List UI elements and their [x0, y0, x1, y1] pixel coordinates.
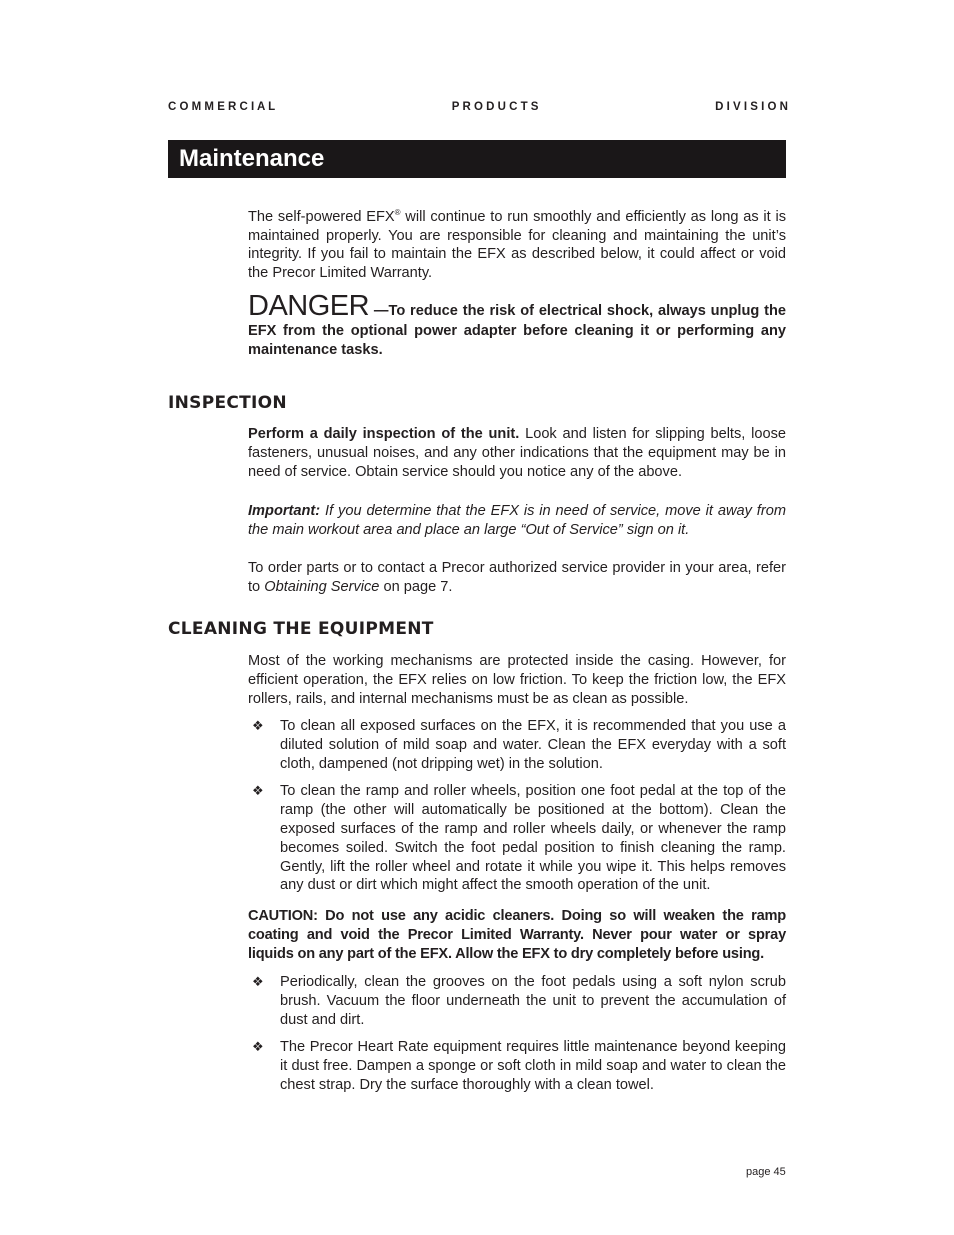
header-commercial: C O M M E R C I A L	[168, 101, 276, 113]
inspection-heading: INSPECTION	[168, 393, 287, 413]
intro-paragraph: The self-powered EFX® will continue to run smoothly and efficiently as long as it is maintained properly. You are responsible for cleaning and maintaining the unit’s integrity. If you fail to maintain the EFX as described below, it could affect or void the Precor Limited Warranty.	[248, 208, 786, 282]
danger-text: —To reduce the risk of electrical shock, always unplug the EFX from the optional power adapter before cleaning it or performing any maintenance tasks.	[248, 303, 786, 358]
running-header	[168, 101, 788, 113]
obtaining-service-reference: Obtaining Service	[264, 578, 380, 595]
cleaning-heading: CLEANING THE EQUIPMENT	[168, 619, 434, 639]
registered-mark: ®	[394, 208, 401, 217]
list-item: ❖ To clean all exposed surfaces on the EFX, it is recommended that you use a diluted solution of mild soap and water. Clean the EFX everyday with a soft cloth, dampened (not dripping wet) in the solution.	[252, 718, 786, 772]
caution-notice: CAUTION: Do not use any acidic cleaners. Doing so will weaken the ramp coating and void the Precor Limited Warranty. Never pour water or spray liquids on any part of the EFX. Allow the EFX to dry completely before using.	[248, 908, 786, 962]
header-products: P R O D U C T S	[451, 101, 539, 113]
page-title: Maintenance	[179, 145, 325, 172]
cleaning-bullets-1	[248, 717, 786, 904]
header-division: D I V I S I O N	[715, 101, 788, 113]
diamond-bullet-icon: ❖	[252, 974, 264, 989]
important-note: Important: If you determine that the EFX is in need of service, move it away from the main workout area and place an large “Out of Service” sign on it.	[248, 503, 786, 538]
inspection-paragraph-1: Perform a daily inspection of the unit. Look and listen for slipping belts, loose fasteners, unusual noises, and any other indications that the equipment may be in need of service. Obtain service should you notice any of the above.	[248, 426, 786, 480]
list-item: ❖ To clean the ramp and roller wheels, position one foot pedal at the top of the ramp (the other will automatically be positioned at the bottom). Clean the exposed surfaces of the ramp and roller wheels daily, or whenever the ramp becomes soiled. Switch the foot pedal position to finish cleaning the ramp. Gently, lift the roller wheel and rotate it while you wipe it. This helps removes any dust or dirt which might affect the smooth operation of the unit.	[252, 783, 786, 894]
list-item: ❖ Periodically, clean the grooves on the foot pedals using a soft nylon scrub brush. Vacuum the floor underneath the unit to prevent the accumulation of dust and dirt.	[252, 974, 786, 1028]
diamond-bullet-icon: ❖	[252, 1039, 264, 1055]
diamond-bullet-icon: ❖	[252, 718, 264, 733]
bullet-list	[248, 973, 786, 1095]
inspection-paragraph-3: To order parts or to contact a Precor authorized service provider in your area, refer to Obtaining Service on page 7.	[248, 560, 786, 595]
cleaning-bullets-2	[248, 973, 786, 1104]
danger-label: DANGER	[248, 290, 370, 322]
section-title-bar	[168, 140, 786, 178]
bullet-list	[248, 717, 786, 895]
list-item: ❖ The Precor Heart Rate equipment requires little maintenance beyond keeping it dust free. Dampen a sponge or soft cloth in mild soap and water to clean the chest strap. Dry the surface thoroughly with a clean towel.	[252, 1039, 786, 1093]
diamond-bullet-icon: ❖	[252, 783, 264, 799]
page-number: page 45	[746, 1166, 786, 1178]
danger-notice	[248, 290, 786, 361]
cleaning-intro: Most of the working mechanisms are protected inside the casing. However, for efficient operation, the EFX relies on low friction. To keep the friction low, the EFX rollers, rails, and internal mechanisms must be as clean as possible.	[248, 653, 786, 707]
